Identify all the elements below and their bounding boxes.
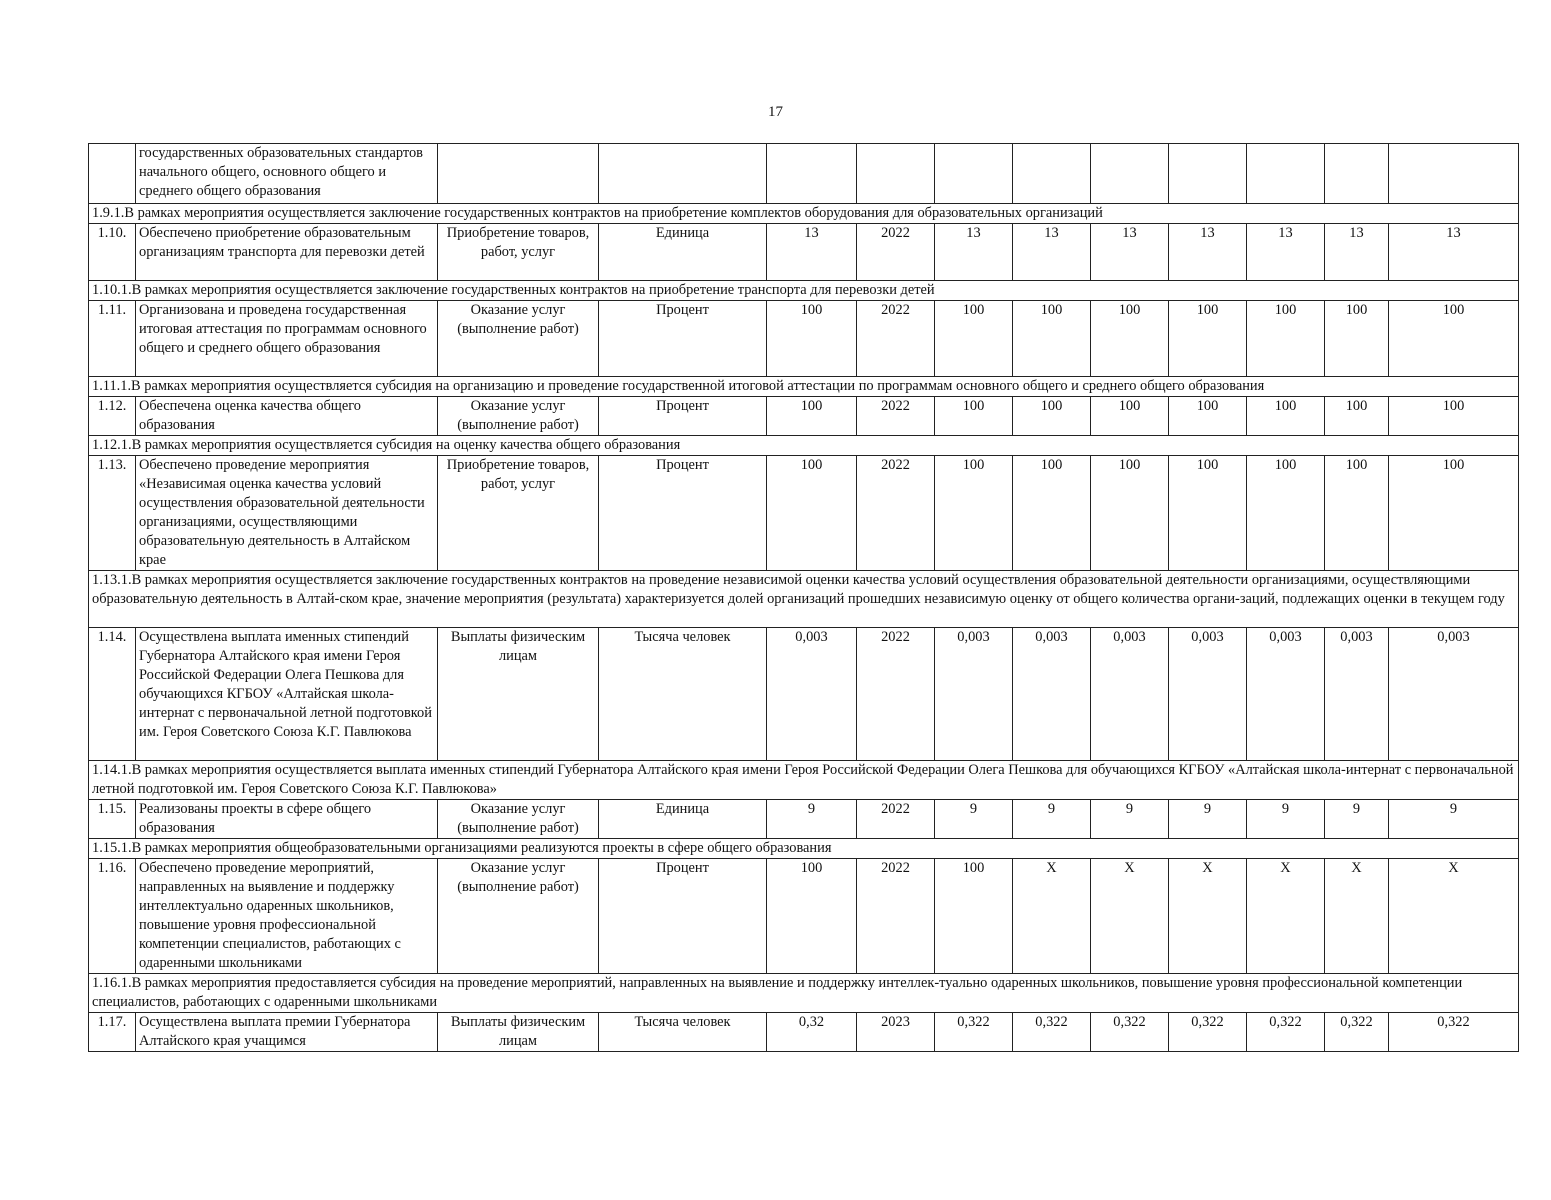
value-cell: 2022 bbox=[857, 859, 935, 974]
value-cell: 100 bbox=[1247, 456, 1325, 571]
value-cell: X bbox=[1013, 859, 1091, 974]
value-cell: 13 bbox=[1169, 224, 1247, 281]
indicator-name: Организована и проведена государственная итоговая аттестация по программам основного общего и среднего общего образования bbox=[136, 301, 438, 377]
value-cell: 100 bbox=[767, 456, 857, 571]
row-number: 1.16. bbox=[89, 859, 136, 974]
value-cell: 100 bbox=[767, 397, 857, 436]
value-cell: 100 bbox=[1389, 456, 1519, 571]
value-cell: X bbox=[1389, 859, 1519, 974]
value-cell: 100 bbox=[935, 859, 1013, 974]
note-text: В рамках мероприятия осуществляется заключение государственных контрактов на проведение независимой оценки качества условий осуществления образовательной деятельности организациями, осуществляющими образовательную деятельность в Алтай-ском крае, значение мероприятия (результата) характеризуется долей организаций прошедших независимую оценку от общего количества органи-заций, подлежащих оценки в текущем году bbox=[92, 572, 1505, 607]
note-number: 1.11.1. bbox=[92, 378, 132, 394]
unit-of-measure: Процент bbox=[599, 456, 767, 571]
value-cell bbox=[1091, 144, 1169, 204]
value-cell: 0,003 bbox=[1389, 628, 1519, 761]
unit-of-measure bbox=[599, 144, 767, 204]
note-text: В рамках мероприятия осуществляется субсидия на оценку качества общего образования bbox=[131, 437, 681, 453]
value-cell bbox=[767, 144, 857, 204]
value-cell: 100 bbox=[935, 456, 1013, 571]
value-cell bbox=[857, 144, 935, 204]
value-cell: 0,32 bbox=[767, 1013, 857, 1052]
value-cell: 9 bbox=[1091, 800, 1169, 839]
row-number: 1.14. bbox=[89, 628, 136, 761]
note-row bbox=[89, 974, 1519, 1013]
unit-of-measure: Единица bbox=[599, 800, 767, 839]
indicator-row bbox=[89, 859, 1519, 974]
value-cell: 2022 bbox=[857, 456, 935, 571]
unit-of-measure: Единица bbox=[599, 224, 767, 281]
value-cell: 13 bbox=[1325, 224, 1389, 281]
value-cell: 100 bbox=[767, 859, 857, 974]
indicator-type: Приобретение товаров, работ, услуг bbox=[438, 224, 599, 281]
indicator-name: Обеспечено приобретение образовательным организациям транспорта для перевозки детей bbox=[136, 224, 438, 281]
value-cell: 9 bbox=[767, 800, 857, 839]
note-number: 1.10.1. bbox=[92, 282, 132, 298]
value-cell: 0,322 bbox=[1389, 1013, 1519, 1052]
value-cell: 100 bbox=[1325, 301, 1389, 377]
value-cell: 13 bbox=[1389, 224, 1519, 281]
note-row bbox=[89, 761, 1519, 800]
row-number: 1.13. bbox=[89, 456, 136, 571]
value-cell: 2022 bbox=[857, 301, 935, 377]
value-cell bbox=[1247, 144, 1325, 204]
value-cell: 9 bbox=[1389, 800, 1519, 839]
indicators-table bbox=[88, 143, 1519, 1052]
note-number: 1.16.1. bbox=[92, 975, 132, 991]
value-cell: 9 bbox=[1325, 800, 1389, 839]
value-cell: 100 bbox=[1091, 456, 1169, 571]
unit-of-measure: Процент bbox=[599, 397, 767, 436]
value-cell: 0,003 bbox=[1169, 628, 1247, 761]
row-number bbox=[89, 144, 136, 204]
value-cell: 100 bbox=[1389, 301, 1519, 377]
indicator-row bbox=[89, 800, 1519, 839]
value-cell: 100 bbox=[1091, 301, 1169, 377]
value-cell: 0,003 bbox=[1013, 628, 1091, 761]
unit-of-measure: Тысяча человек bbox=[599, 1013, 767, 1052]
indicator-name: государственных образовательных стандартов начального общего, основного общего и среднего общего образования bbox=[136, 144, 438, 204]
value-cell: 0,322 bbox=[1325, 1013, 1389, 1052]
note-row bbox=[89, 839, 1519, 859]
value-cell: 100 bbox=[1247, 301, 1325, 377]
value-cell bbox=[1013, 144, 1091, 204]
value-cell: 0,322 bbox=[1247, 1013, 1325, 1052]
indicator-type: Оказание услуг (выполнение работ) bbox=[438, 397, 599, 436]
value-cell bbox=[1325, 144, 1389, 204]
note-number: 1.14.1. bbox=[92, 762, 132, 778]
value-cell: X bbox=[1091, 859, 1169, 974]
value-cell: 13 bbox=[1091, 224, 1169, 281]
value-cell: 2022 bbox=[857, 800, 935, 839]
page-number: 17 bbox=[768, 104, 783, 120]
indicator-row bbox=[89, 144, 1519, 204]
value-cell: 13 bbox=[935, 224, 1013, 281]
value-cell: 2023 bbox=[857, 1013, 935, 1052]
row-number: 1.12. bbox=[89, 397, 136, 436]
indicator-type: Выплаты физическим лицам bbox=[438, 1013, 599, 1052]
value-cell: 0,003 bbox=[767, 628, 857, 761]
indicator-name: Реализованы проекты в сфере общего образования bbox=[136, 800, 438, 839]
value-cell: 0,003 bbox=[1325, 628, 1389, 761]
indicator-name: Осуществлена выплата именных стипендий Губернатора Алтайского края имени Героя Российской Федерации Олега Пешкова для обучающихся КГБОУ «Алтайская школа-интернат с первоначальной летной подготовкой им. Героя Советского Союза К.Г. Павлюкова bbox=[136, 628, 438, 761]
value-cell: 100 bbox=[1169, 456, 1247, 571]
indicator-row bbox=[89, 224, 1519, 281]
note-row bbox=[89, 281, 1519, 301]
value-cell: X bbox=[1169, 859, 1247, 974]
unit-of-measure: Процент bbox=[599, 859, 767, 974]
indicator-name: Обеспечено проведение мероприятий, направленных на выявление и поддержку интеллектуально одаренных школьников, повышение уровня профессиональной компетенции специалистов, работающих с одаренными школьниками bbox=[136, 859, 438, 974]
table-body bbox=[89, 144, 1519, 1052]
value-cell: 100 bbox=[1325, 456, 1389, 571]
value-cell: X bbox=[1247, 859, 1325, 974]
value-cell: 100 bbox=[1169, 397, 1247, 436]
indicator-name: Осуществлена выплата премии Губернатора Алтайского края учащимся bbox=[136, 1013, 438, 1052]
value-cell: 9 bbox=[1169, 800, 1247, 839]
value-cell: 100 bbox=[767, 301, 857, 377]
note-text: В рамках мероприятия осуществляется заключение государственных контрактов на приобретение комплектов оборудования для образовательных организаций bbox=[124, 205, 1103, 221]
value-cell: 100 bbox=[1013, 301, 1091, 377]
value-cell: 0,322 bbox=[935, 1013, 1013, 1052]
indicator-name: Обеспечено проведение мероприятия «Независимая оценка качества условий осуществления образовательной деятельности организациями, осуществляющими образовательную деятельность в Алтайском крае bbox=[136, 456, 438, 571]
value-cell: X bbox=[1325, 859, 1389, 974]
value-cell: 9 bbox=[935, 800, 1013, 839]
value-cell: 13 bbox=[1013, 224, 1091, 281]
note-number: 1.12.1. bbox=[92, 437, 132, 453]
unit-of-measure: Процент bbox=[599, 301, 767, 377]
value-cell: 100 bbox=[1013, 397, 1091, 436]
value-cell: 100 bbox=[935, 301, 1013, 377]
value-cell bbox=[1389, 144, 1519, 204]
value-cell bbox=[935, 144, 1013, 204]
indicator-row bbox=[89, 301, 1519, 377]
indicator-row bbox=[89, 397, 1519, 436]
row-number: 1.11. bbox=[89, 301, 136, 377]
note-row bbox=[89, 204, 1519, 224]
value-cell: 9 bbox=[1013, 800, 1091, 839]
value-cell: 100 bbox=[1389, 397, 1519, 436]
indicator-row bbox=[89, 628, 1519, 761]
indicator-type: Оказание услуг (выполнение работ) bbox=[438, 859, 599, 974]
indicator-row bbox=[89, 456, 1519, 571]
value-cell: 100 bbox=[1169, 301, 1247, 377]
indicator-type: Выплаты физическим лицам bbox=[438, 628, 599, 761]
note-row bbox=[89, 571, 1519, 628]
note-row bbox=[89, 377, 1519, 397]
note-number: 1.9.1. bbox=[92, 205, 125, 221]
value-cell: 100 bbox=[935, 397, 1013, 436]
note-text: В рамках мероприятия осуществляется выплата именных стипендий Губернатора Алтайского края имени Героя Российской Федерации Олега Пешкова для обучающихся КГБОУ «Алтайская школа-интернат с первоначальной летной подготовкой им. Героя Советского Союза К.Г. Павлюкова» bbox=[92, 762, 1514, 797]
value-cell: 0,322 bbox=[1169, 1013, 1247, 1052]
unit-of-measure: Тысяча человек bbox=[599, 628, 767, 761]
value-cell: 9 bbox=[1247, 800, 1325, 839]
indicator-row bbox=[89, 1013, 1519, 1052]
note-row bbox=[89, 436, 1519, 456]
note-text: В рамках мероприятия осуществляется субсидия на организацию и проведение государственной итоговой аттестации по программам основного общего и среднего общего образования bbox=[131, 378, 1265, 394]
indicator-name: Обеспечена оценка качества общего образования bbox=[136, 397, 438, 436]
value-cell: 0,003 bbox=[1247, 628, 1325, 761]
note-text: В рамках мероприятия общеобразовательными организациями реализуются проекты в сфере общего образования bbox=[131, 840, 832, 856]
value-cell: 100 bbox=[1091, 397, 1169, 436]
value-cell: 100 bbox=[1013, 456, 1091, 571]
row-number: 1.17. bbox=[89, 1013, 136, 1052]
indicator-type bbox=[438, 144, 599, 204]
value-cell: 0,322 bbox=[1013, 1013, 1091, 1052]
indicator-type: Приобретение товаров, работ, услуг bbox=[438, 456, 599, 571]
value-cell bbox=[1169, 144, 1247, 204]
note-number: 1.13.1. bbox=[92, 572, 132, 588]
value-cell: 2022 bbox=[857, 397, 935, 436]
indicator-type: Оказание услуг (выполнение работ) bbox=[438, 301, 599, 377]
value-cell: 13 bbox=[1247, 224, 1325, 281]
note-text: В рамках мероприятия осуществляется заключение государственных контрактов на приобретение транспорта для перевозки детей bbox=[131, 282, 935, 298]
value-cell: 0,322 bbox=[1091, 1013, 1169, 1052]
row-number: 1.10. bbox=[89, 224, 136, 281]
value-cell: 100 bbox=[1247, 397, 1325, 436]
value-cell: 100 bbox=[1325, 397, 1389, 436]
value-cell: 0,003 bbox=[1091, 628, 1169, 761]
value-cell: 0,003 bbox=[935, 628, 1013, 761]
note-text: В рамках мероприятия предоставляется субсидия на проведение мероприятий, направленных на выявление и поддержку интеллек-туально одаренных школьников, повышение уровня профессиональной компетенции специалистов, работающих с одаренными школьниками bbox=[92, 975, 1463, 1010]
value-cell: 13 bbox=[767, 224, 857, 281]
value-cell: 2022 bbox=[857, 628, 935, 761]
indicator-type: Оказание услуг (выполнение работ) bbox=[438, 800, 599, 839]
note-number: 1.15.1. bbox=[92, 840, 132, 856]
value-cell: 2022 bbox=[857, 224, 935, 281]
row-number: 1.15. bbox=[89, 800, 136, 839]
